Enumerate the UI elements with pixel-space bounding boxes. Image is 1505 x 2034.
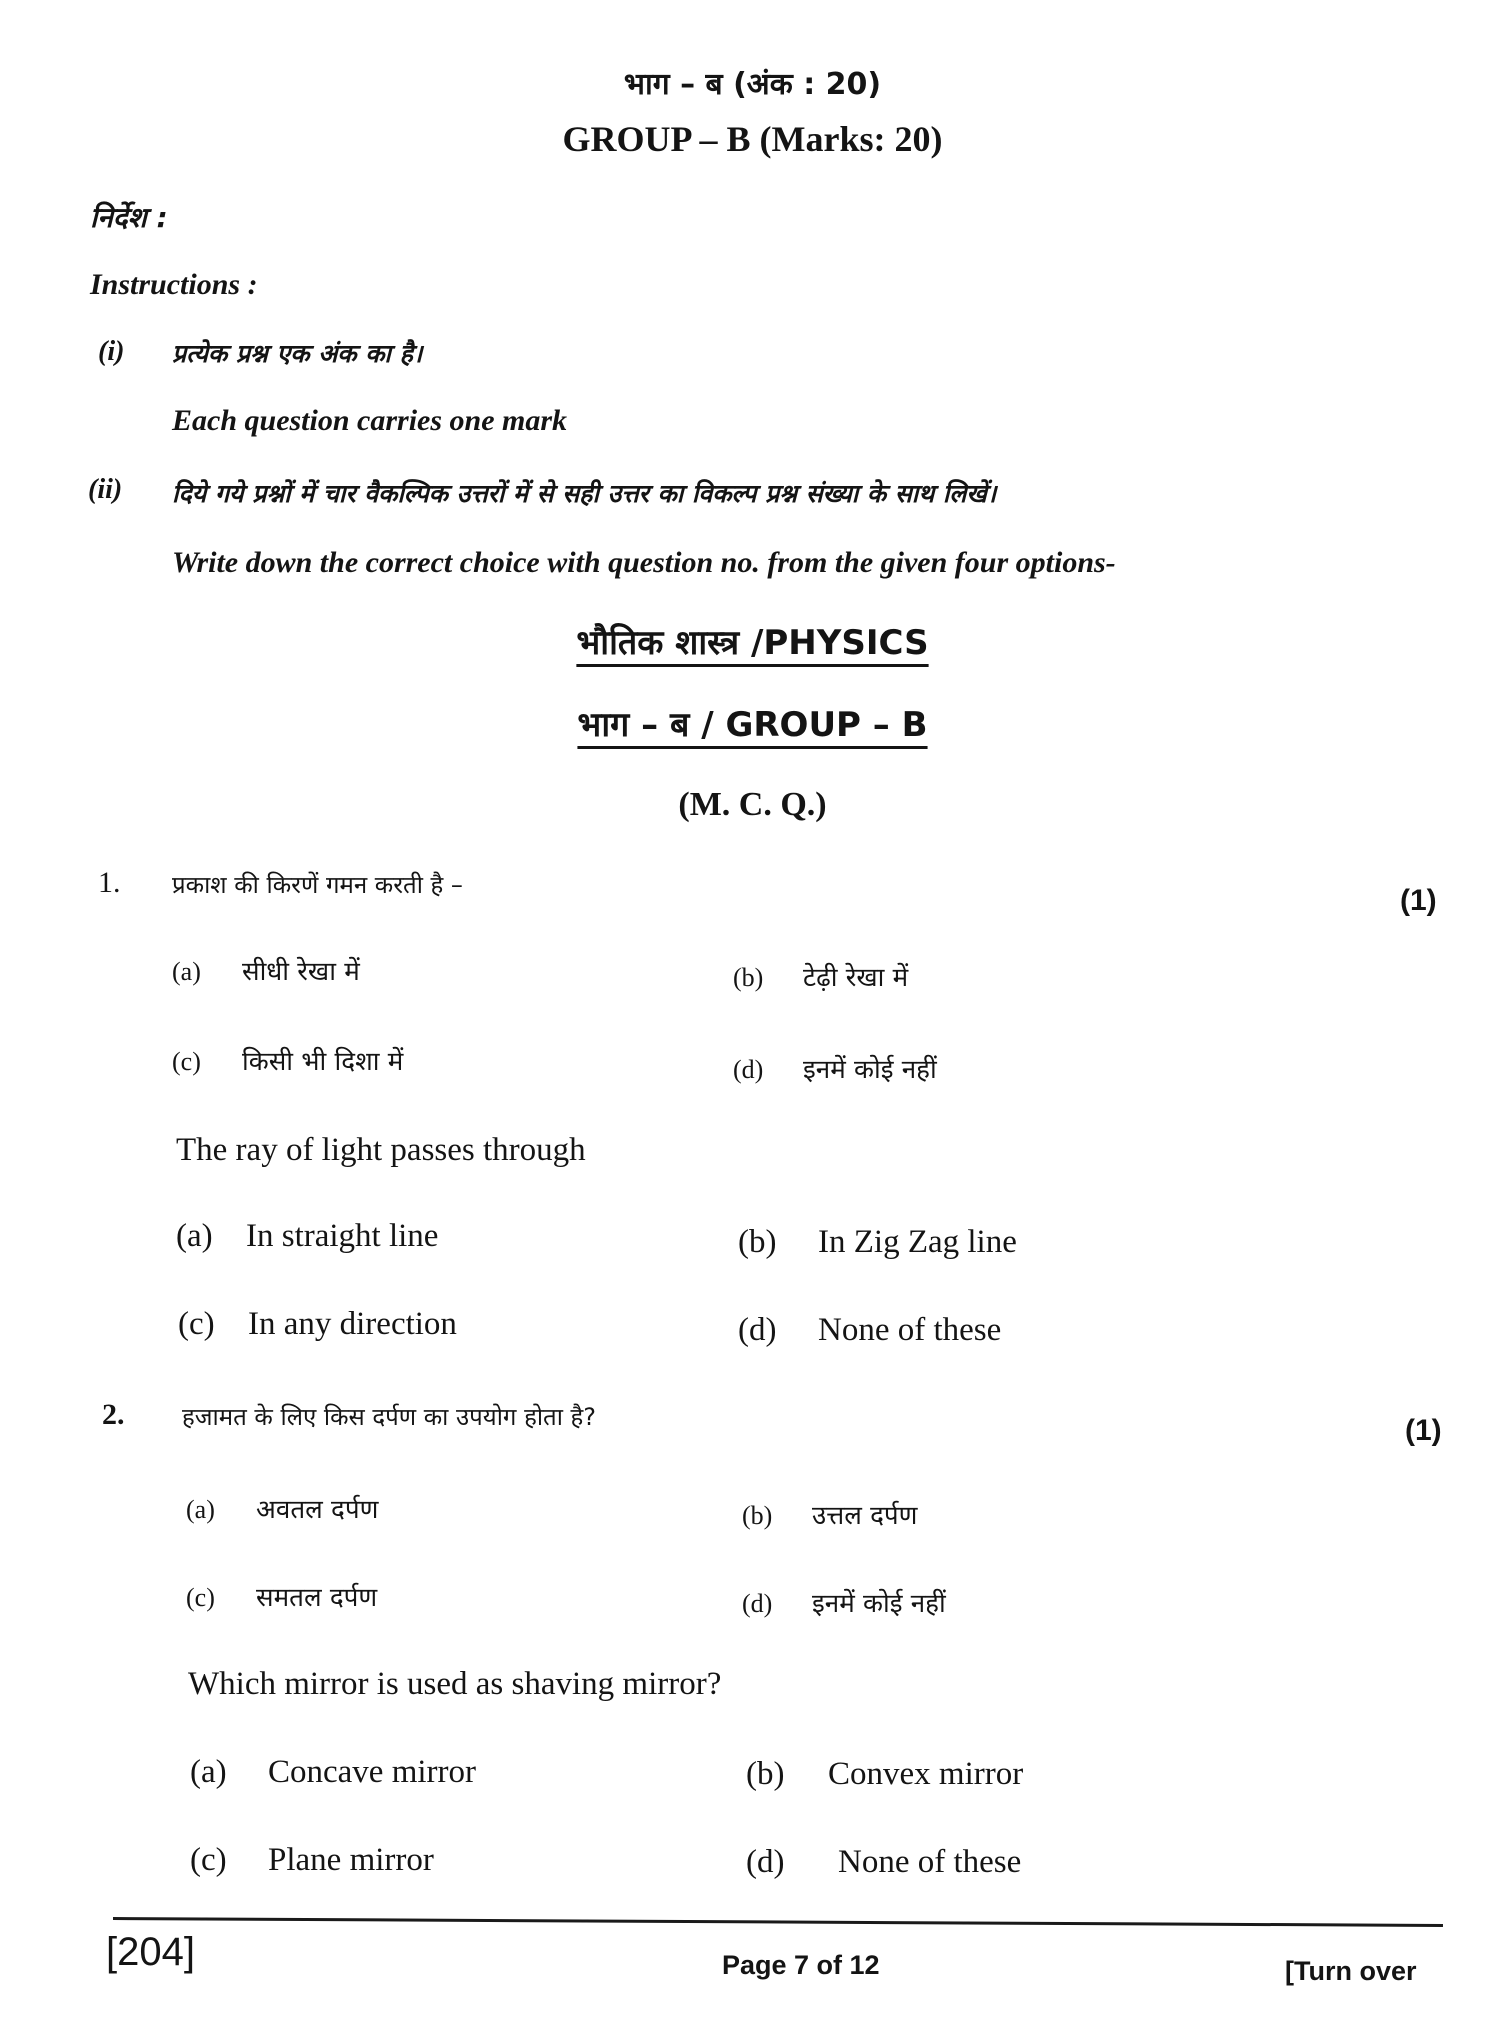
option-label: (b) — [742, 1501, 773, 1530]
subject-heading-text: भौतिक शास्त्र /PHYSICS — [576, 623, 929, 663]
option-label: (d) — [738, 1312, 777, 1348]
option-text: Plane mirror — [268, 1842, 434, 1878]
option — [738, 1224, 1017, 1261]
question-type-heading: (M. C. Q.) — [678, 786, 827, 823]
question-text-hindi: प्रकाश की किरणें गमन करती है – — [172, 871, 463, 899]
question-text: Which mirror is used as shaving mirror? — [188, 1666, 722, 1702]
group-title: GROUP – B (Marks: 20) — [562, 119, 943, 159]
option-label: (c) — [172, 1047, 201, 1076]
option-label: (d) — [733, 1055, 764, 1084]
option — [738, 1312, 1001, 1349]
turn-over-note: [Turn over — [1285, 1956, 1417, 1986]
question-number: 2. — [102, 1398, 125, 1431]
instruction-text: Each question carries one mark — [172, 404, 568, 437]
option-hindi — [742, 1584, 946, 1620]
paper-code: [204] — [106, 1930, 195, 1974]
option-text: इनमें कोई नहीं — [812, 1589, 946, 1619]
option-hindi — [172, 952, 360, 988]
question-text: The ray of light passes through — [176, 1132, 586, 1168]
option — [178, 1306, 457, 1343]
option-hindi — [186, 1490, 378, 1526]
instruction-number: (ii) — [88, 474, 123, 505]
page-number: Page 7 of 12 — [722, 1950, 880, 1980]
option-label: (d) — [742, 1589, 773, 1618]
hindi-group-title: भाग – ब (अंक : 20) — [623, 67, 882, 102]
option-text: Convex mirror — [828, 1756, 1024, 1792]
option-label: (a) — [186, 1495, 215, 1524]
option-label: (a) — [176, 1218, 213, 1254]
option-text: In straight line — [246, 1218, 439, 1254]
option-text: अवतल दर्पण — [256, 1495, 379, 1525]
option-hindi — [172, 1042, 403, 1078]
subject-heading — [0, 618, 1505, 664]
section-group-text: भाग – ब / GROUP – B — [577, 705, 928, 745]
option-hindi — [733, 958, 908, 994]
option-text: In Zig Zag line — [818, 1224, 1017, 1260]
instructions-heading: Instructions : — [90, 268, 258, 301]
instruction-text-hindi: प्रत्येक प्रश्न एक अंक का है। — [172, 339, 423, 368]
instruction-number: (i) — [98, 336, 125, 367]
option-text: टेढ़ी रेखा में — [803, 963, 909, 993]
option-label: (a) — [190, 1754, 227, 1790]
question-marks: (1) — [1405, 1414, 1442, 1447]
option-label: (d) — [746, 1844, 785, 1880]
option-text: इनमें कोई नहीं — [803, 1055, 937, 1085]
option-text: None of these — [818, 1312, 1002, 1348]
option-text: None of these — [838, 1844, 1022, 1880]
question-number: 1. — [98, 866, 121, 899]
option-text: उत्तल दर्पण — [812, 1501, 918, 1531]
option-text: Concave mirror — [268, 1754, 477, 1790]
option-label: (c) — [190, 1842, 227, 1878]
option-label: (c) — [186, 1583, 215, 1612]
option — [190, 1842, 434, 1879]
instruction-text: Write down the correct choice with question no. from the given four options- — [172, 546, 1116, 579]
option-text: सीधी रेखा में — [242, 957, 360, 987]
option — [746, 1844, 1021, 1881]
question-marks: (1) — [1400, 884, 1437, 917]
instruction-text-hindi: दिये गये प्रश्नों में चार वैकल्पिक उत्तरों में से सही उत्तर का विकल्प प्रश्न संख्या के साथ लिखें। — [172, 479, 997, 508]
option-label: (b) — [746, 1756, 785, 1792]
footer-divider — [113, 1917, 1443, 1927]
option-label: (b) — [733, 963, 764, 992]
option — [746, 1756, 1023, 1793]
option — [190, 1754, 476, 1791]
instructions-heading-hindi: निर्देश : — [90, 201, 168, 234]
option — [176, 1218, 438, 1255]
option-text: समतल दर्पण — [256, 1583, 378, 1613]
option-text: In any direction — [248, 1306, 457, 1342]
option-label: (c) — [178, 1306, 215, 1342]
question-text-hindi: हजामत के लिए किस दर्पण का उपयोग होता है? — [182, 1403, 597, 1431]
option-text: किसी भी दिशा में — [242, 1047, 404, 1077]
option-hindi — [742, 1496, 917, 1532]
option-hindi — [186, 1578, 377, 1614]
option-hindi — [733, 1050, 937, 1086]
option-label: (a) — [172, 957, 201, 986]
section-group-heading — [0, 700, 1505, 746]
option-label: (b) — [738, 1224, 777, 1260]
